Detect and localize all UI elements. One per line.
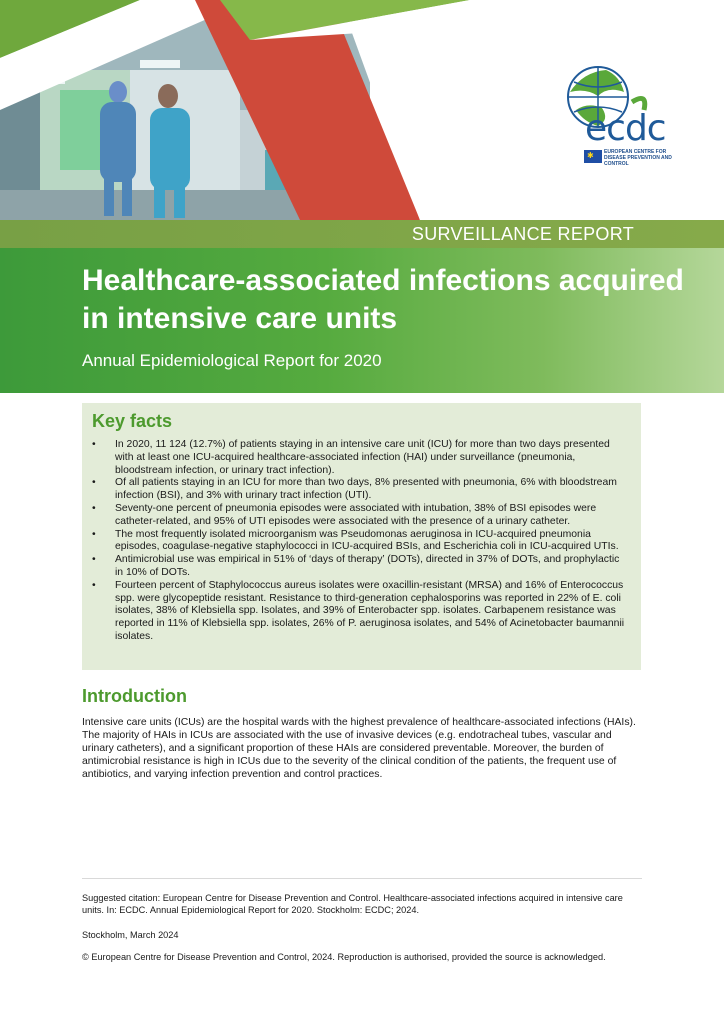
place-date: Stockholm, March 2024 [82, 930, 179, 940]
title-block [0, 248, 724, 393]
ecdc-logo-subtitle: EUROPEAN CENTRE FOR DISEASE PREVENTION AND CONTROL [604, 149, 672, 167]
key-fact-text: Fourteen percent of Staphylococcus aureus isolates were oxacillin-resistant (MRSA) and 16% of Enterococcus spp. were glycopeptide resistant. Resistance to third-generation cephalosporins was reported in 22% of E. coli isolates, 38% of Klebsiella spp. Isolates, and 39% of Enterobacter spp. isolates. Carbapenem resistance was reported in 11% of Klebsiella spp. isolates, 26% of P. aeruginosa isolates, and 54% of Acinetobacter baumannii isolates. [115, 579, 625, 642]
key-fact-item: • In 2020, 11 124 (12.7%) of patients staying in an intensive care unit (ICU) for more than two days presented with at least one ICU-acquired healthcare-associated infection (HAI) under surveillance (pneumonia, bloodstream infection, or urinary tract infection). [92, 439, 610, 476]
key-fact-item: • Antimicrobial use was empirical in 51% of ‘days of therapy’ (DOTs), directed in 37% of DOTs, and prophylactic in 10% of DOTs. [92, 554, 620, 578]
ecdc-logo-text: ecdc [585, 108, 666, 149]
report-type-label: SURVEILLANCE REPORT [411, 224, 634, 244]
cover-header [0, 0, 724, 220]
footer-divider [82, 878, 642, 879]
report-type-band [0, 220, 724, 248]
key-fact-text: Of all patients staying in an ICU for more than two days, 8% presented with pneumonia, 6% with bloodstream infection (BSI), and 3% with urinary tract infection (UTI). [115, 477, 617, 502]
key-facts-list [92, 439, 629, 644]
page-subtitle: Annual Epidemiological Report for 2020 [82, 351, 382, 370]
introduction-text: Intensive care units (ICUs) are the hospital wards with the highest prevalence of healthcare-associated infections (HAIs). The majority of HAIs in ICUs are associated with the use of invasive devices (e.g. endotracheal tubes, vascular and urinary catheters), and a significant proportion of these HAIs are considered preventable. Moreover, the burden of antimicrobial resistance is high in ICUs due to the severity of the clinical condition of the patients, the frequent use of antibiotics, and varying infection prevention and control practices. [82, 717, 636, 780]
key-facts-box [82, 403, 641, 670]
key-fact-item: • Seventy-one percent of pneumonia episodes were associated with intubation, 38% of BSI episodes were catheter-related, and 95% of UTI episodes were associated with the presence of a urinary catheter. [92, 502, 597, 527]
key-fact-item: • Of all patients staying in an ICU for more than two days, 8% presented with pneumonia, 6% with bloodstream infection (BSI), and 3% with urinary tract infection (UTI). [92, 477, 617, 502]
key-fact-text: In 2020, 11 124 (12.7%) of patients staying in an intensive care unit (ICU) for more than two days presented with at least one ICU-acquired healthcare-associated infection (HAI) under surveillance (pneumonia, bloodstream infection, or urinary tract infection). [115, 439, 610, 476]
key-fact-text: Antimicrobial use was empirical in 51% of ‘days of therapy’ (DOTs), directed in 37% of DOTs, and prophylactic in 10% of DOTs. [115, 554, 620, 578]
key-fact-item: • The most frequently isolated microorganism was Pseudomonas aeruginosa in ICU-acquired pneumonia episodes, coagulase-negative staphylococci in ICU-acquired BSIs, and Escherichia coli in ICU-acquired UTIs. [92, 528, 619, 553]
key-fact-text: The most frequently isolated microorganism was Pseudomonas aeruginosa in ICU-acquired pneumonia episodes, coagulase-negative staphylococci in ICU-acquired BSIs, and Escherichia coli in ICU-acquired UTIs. [115, 528, 619, 553]
key-fact-text: Seventy-one percent of pneumonia episodes were associated with intubation, 38% of BSI episodes were catheter-related, and 95% of UTI episodes were associated with the presence of a urinary catheter. [115, 502, 597, 527]
suggested-citation: Suggested citation: European Centre for Disease Prevention and Control. Healthcare-associated infections acquired in intensive care units. In: ECDC. Annual Epidemiological Report for 2020. Stockholm: ECDC; 2024. [82, 893, 623, 915]
introduction-heading: Introduction [82, 686, 187, 706]
key-facts-heading: Key facts [92, 411, 173, 431]
page-title: Healthcare-associated infections acquired in intensive care units [82, 264, 684, 335]
copyright-notice: © European Centre for Disease Prevention and Control, 2024. Reproduction is authorised, provided the source is acknowledged. [82, 952, 606, 962]
eu-flag-icon: ✱ [584, 150, 602, 163]
key-fact-item: • Fourteen percent of Staphylococcus aureus isolates were oxacillin-resistant (MRSA) and 16% of Enterococcus spp. were glycopeptide resistant. Resistance to third-generation cephalosporins was reported in 22% of E. coli isolates, 38% of Klebsiella spp. Isolates, and 39% of Enterobacter spp. isolates. Carbapenem resistance was reported in 11% of Klebsiella spp. isolates, 26% of P. aeruginosa isolates, and 54% of Acinetobacter baumannii isolates. [92, 579, 625, 642]
